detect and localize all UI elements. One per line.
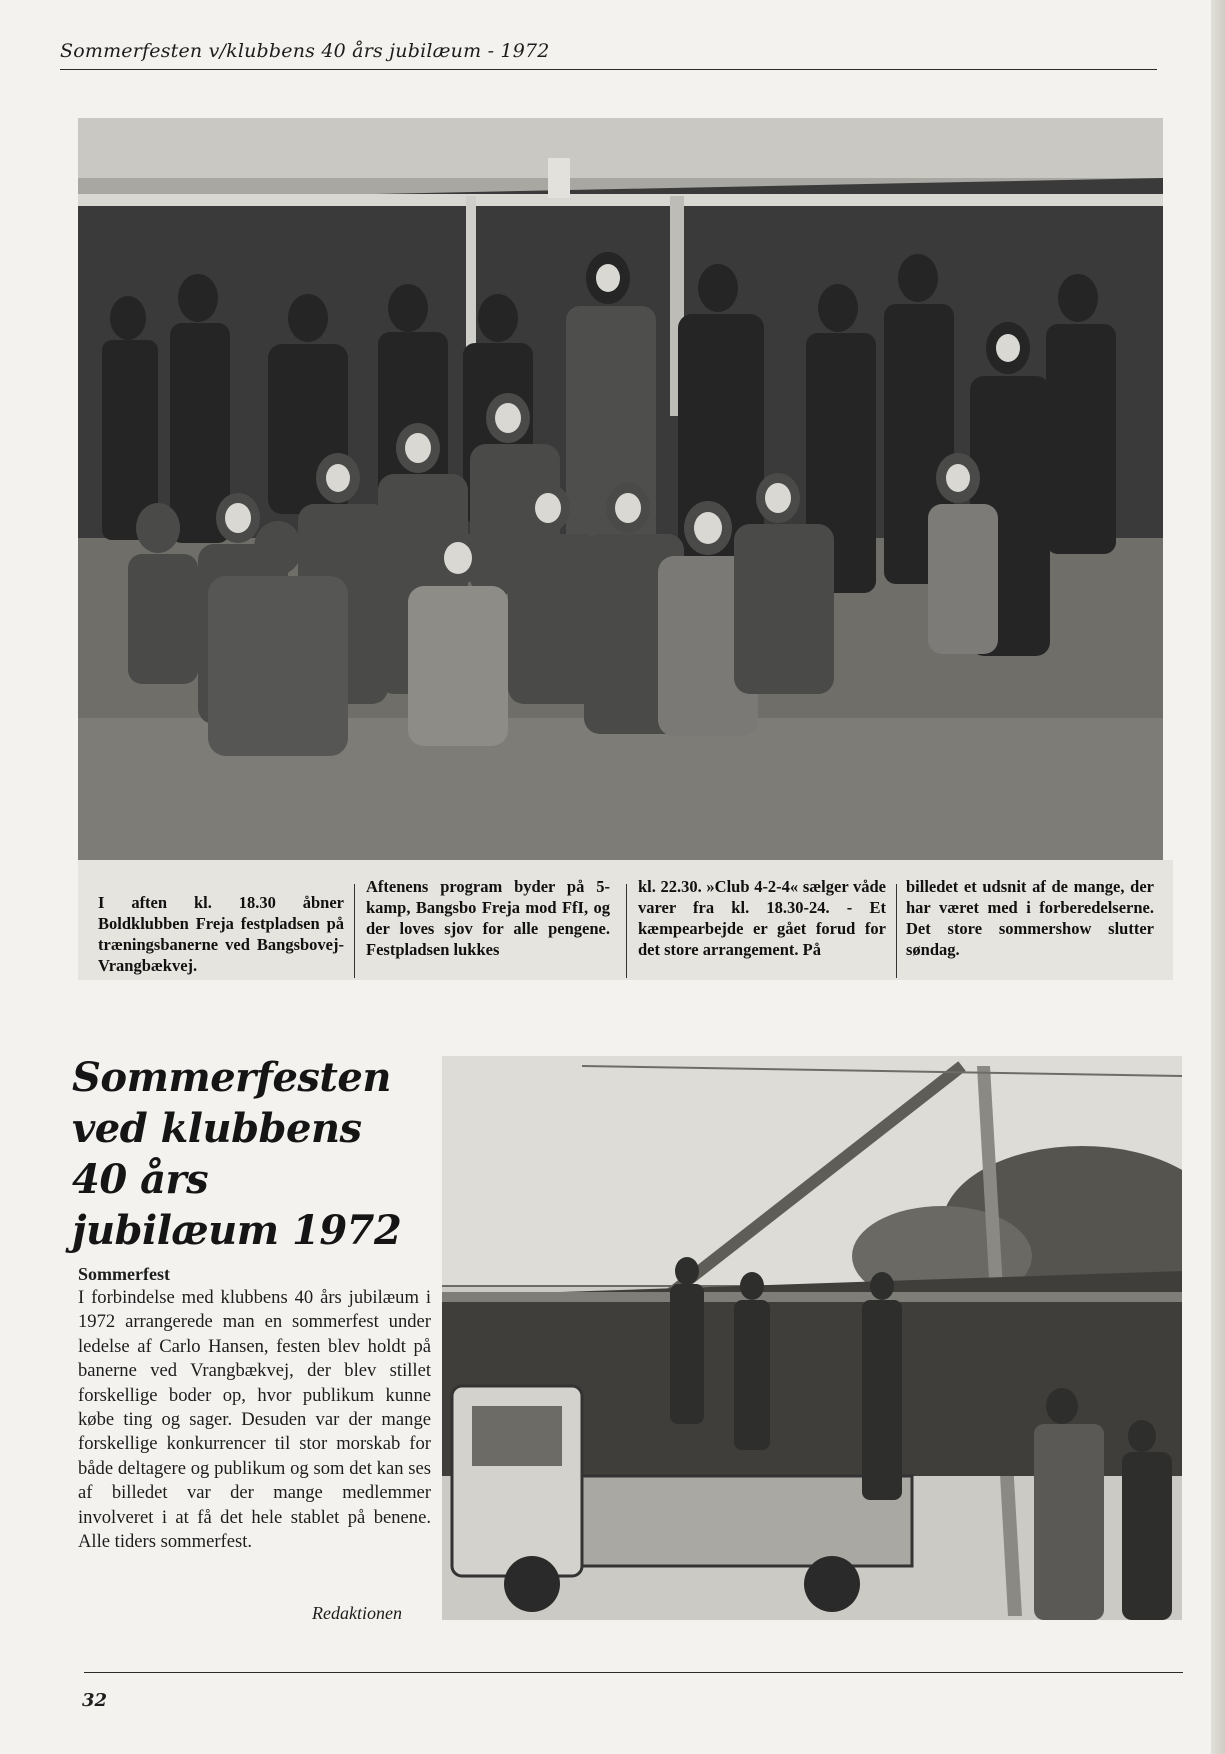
running-title: Sommerfesten v/klubbens 40 års jubilæum - 1972 [60,40,550,62]
caption-divider [354,884,355,978]
caption-column-4: billedet et udsnit af de mange, der har været med i forberedelserne. Det store sommershow slutter søndag. [906,877,1154,959]
caption-column-2: Aftenens program byder på 5-kamp, Bangsbo Freja mod FfI, og der loves sjov for alle pengene. Festpladsen lukkes [366,877,610,959]
article-signature: Redaktionen [312,1603,402,1623]
caption-divider [896,884,897,978]
photo-group [78,118,1163,874]
photo-group-image [78,118,1163,874]
article-headline: Sommerfesten ved klubbens 40 års jubilæum 1972 [72,1054,402,1254]
page-edge [1211,0,1225,1754]
photo-truck-image [442,1056,1182,1620]
photo-truck [442,1056,1182,1620]
top-rule [60,69,1157,70]
page-number: 32 [82,1690,108,1711]
caption-column-1: I aften kl. 18.30 åbner Boldklubben Freja festpladsen på træningsbanerne ved Bangsbovej-Vrangbækvej. [98,893,344,975]
article-subhead: Sommerfest [78,1264,170,1284]
caption-column-3: kl. 22.30. »Club 4-2-4« sælger våde varer fra kl. 18.30-24. - Et kæmpearbejde er gået forud for det store arrangement. På [638,877,886,959]
bottom-rule [84,1672,1183,1673]
caption-divider [626,884,627,978]
article-body: I forbindelse med klubbens 40 års jubilæum i 1972 arrangerede man en sommerfest under ledelse af Carlo Hansen, festen blev holdt på banerne ved Vrangbækvej, der blev stillet forskellige boder op, hvor publikum kunne købe ting og sager. Desuden var der mange forskellige konkurrencer til stor morskab for både deltagere og publikum og som det kan ses af billedet var der mange medlemmer involveret i at få det hele stablet på benene. Alle tiders sommerfest. [78,1287,431,1553]
